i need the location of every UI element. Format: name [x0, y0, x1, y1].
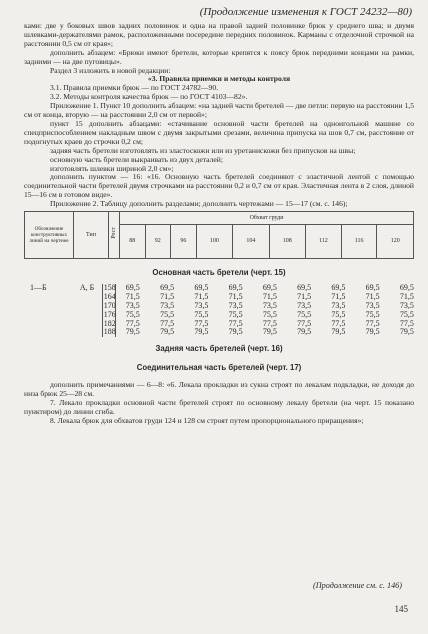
table-cell: 71,5 — [399, 291, 414, 301]
chest-size: 112 — [306, 225, 342, 259]
table-header-designation: Обозначение конструктивных линий на чертеже — [25, 212, 74, 259]
row-designation: 1—Б — [30, 282, 47, 292]
chest-size: 92 — [145, 225, 171, 259]
paragraph: 7. Лекало прокладки основной части бретелей строят по основному лекалу бретели (на черт. 15 показано пунктиром) до линии сгиба. — [24, 398, 414, 416]
table-cell: 73,5 — [262, 300, 277, 310]
paragraph: задняя часть бретели изготовлять из эластоскожи или из уретанискожи без припусков на швы; — [50, 145, 356, 155]
table-cell: 79,5 — [399, 327, 414, 337]
paragraph: дополнить абзацем: «Брюки имеют бретели, которые крепятся к поясу брюк передними концами на рамки, задними — на две пуговицы». — [24, 47, 414, 66]
table-cell: 75,5 — [297, 309, 312, 319]
table-cell: 69,5 — [160, 282, 175, 292]
height-column: 158 164 170 176 182 188 — [103, 282, 116, 337]
table-cell: 79,5 — [297, 327, 312, 337]
table-cell: 79,5 — [365, 327, 380, 337]
table-cell: 77,5 — [125, 318, 140, 328]
table-cell: 75,5 — [365, 309, 380, 319]
document-body — [24, 22, 414, 426]
table-cell: 77,5 — [331, 318, 346, 328]
table-cell: 73,5 — [194, 300, 209, 310]
chest-size: 100 — [196, 225, 232, 259]
table-data-block — [24, 284, 414, 337]
value-column — [194, 284, 208, 337]
table-cell: 75,5 — [399, 309, 414, 319]
table-cell: 69,5 — [262, 282, 277, 292]
paragraph: 3.2. Методы контроля качества брюк — по ГОСТ 4103—82». — [50, 92, 248, 102]
table-cell: 77,5 — [194, 318, 209, 328]
paragraph: Раздел 3 изложить в новой редакции: — [50, 65, 171, 75]
page-number: 145 — [394, 604, 408, 614]
value-column — [297, 284, 311, 337]
table-cell: 69,5 — [331, 282, 346, 292]
table-cell: 73,5 — [297, 300, 312, 310]
table-cell: 69,5 — [365, 282, 380, 292]
table-cell: 77,5 — [160, 318, 175, 328]
chest-size: 120 — [377, 225, 414, 259]
table-cell: 75,5 — [331, 309, 346, 319]
size-table-header — [24, 211, 414, 259]
table-cell: 71,5 — [160, 291, 175, 301]
page-header: (Продолжение изменения к ГОСТ 24232—80) — [199, 6, 412, 18]
table-cell: 71,5 — [331, 291, 346, 301]
paragraph: дополнить примечаниями — 6—8: «6. Лекала прокладки из сукна строят по лекалам подкладки, не доходя до низа брюк 25—28 см. — [24, 380, 414, 399]
table-cell: 69,5 — [228, 282, 243, 292]
paragraph: 3.1. Правила приемки брюк — по ГОСТ 24782—90. — [50, 83, 219, 93]
value-column — [229, 284, 243, 337]
table-cell: 71,5 — [365, 291, 380, 301]
table-cell: 77,5 — [365, 318, 380, 328]
value-column — [400, 284, 414, 337]
table-cell: 77,5 — [228, 318, 243, 328]
chest-size: 88 — [120, 225, 146, 259]
table-cell: 71,5 — [194, 291, 209, 301]
paragraph: основную часть бретели выкраивать из двух деталей; — [50, 154, 223, 164]
table-cell: 69,5 — [297, 282, 312, 292]
table-cell: 79,5 — [331, 327, 346, 337]
table-cell: 69,5 — [125, 282, 140, 292]
paragraph: 8. Лекала брюк для обхватов груди 124 и 128 см строят путем пропорционального приращения»; — [50, 415, 364, 425]
value-column — [366, 284, 380, 337]
paragraph: Приложение 2. Таблицу дополнить разделами; дополнить чертежами — 15—17 (см. с. 146); — [50, 199, 348, 209]
chest-size: 96 — [171, 225, 197, 259]
table-section-title: Задняя часть бретелей (черт. 16) — [155, 344, 283, 354]
value-columns — [126, 284, 414, 337]
section-title: «3. Правила приемки и методы контроля — [147, 74, 291, 84]
row-type: А, Б — [79, 282, 95, 292]
table-cell: 79,5 — [194, 327, 209, 337]
table-header-height: Рост — [109, 212, 120, 259]
table-cell: 75,5 — [228, 309, 243, 319]
chest-size: 108 — [269, 225, 305, 259]
table-cell: 79,5 — [228, 327, 243, 337]
table-cell: 77,5 — [399, 318, 414, 328]
table-cell: 75,5 — [194, 309, 209, 319]
table-cell: 77,5 — [262, 318, 277, 328]
continuation-note: (Продолжение см. с. 146) — [313, 581, 402, 590]
table-cell: 79,5 — [160, 327, 175, 337]
table-cell: 79,5 — [262, 327, 277, 337]
table-section-title: Основная часть бретели (черт. 15) — [152, 268, 286, 278]
table-cell: 79,5 — [125, 327, 140, 337]
table-cell: 73,5 — [160, 300, 175, 310]
paragraph: дополнить пунктом — 16: «16. Основную часть бретелей соединяют с эластичной лентой с помощью соединительной части бретелей двумя строчками на расстоянии 0,2 и 0,7 см от края. Эластичная лента в 2 слоя, длиной 15—16 см в готовом виде». — [24, 172, 414, 200]
table-cell: 71,5 — [297, 291, 312, 301]
table-cell: 77,5 — [297, 318, 312, 328]
table-cell: 71,5 — [125, 291, 140, 301]
paragraph: ками: две у боковых швов задних половинок и одна на правой задней половинке брюк у среднего шва; и двумя шлевками-держателями рамок, расположенными посередине передних половинок. Карманы с отделочной строчкой на расстоянии 0,5 см от края»; — [24, 21, 414, 48]
paragraph: Приложение 1. Пункт 10 дополнить абзацем: «на задней части бретелей — две петли: первую на расстоянии 1,5 см от конца, вторую — на расстоянии 2,0 см от первой»; — [24, 101, 414, 120]
table-cell: 69,5 — [399, 282, 414, 292]
table-cell: 75,5 — [160, 309, 175, 319]
table-cell: 73,5 — [399, 300, 414, 310]
table-cell: 73,5 — [125, 300, 140, 310]
value-column — [331, 284, 345, 337]
chest-size: 116 — [341, 225, 377, 259]
table-cell: 71,5 — [262, 291, 277, 301]
value-column — [263, 284, 277, 337]
table-section-title: Соединительная часть бретелей (черт. 17) — [136, 363, 302, 373]
table-cell: 73,5 — [331, 300, 346, 310]
table-cell: 73,5 — [365, 300, 380, 310]
paragraph: изготовлять шлевки шириной 2,0 см»; — [50, 163, 174, 173]
value-column — [160, 284, 174, 337]
table-cell: 69,5 — [194, 282, 209, 292]
table-cell: 73,5 — [228, 300, 243, 310]
chest-size: 104 — [233, 225, 269, 259]
table-header-chest: Обхват груди — [120, 212, 414, 225]
table-cell: 75,5 — [125, 309, 140, 319]
table-header-type: Тип — [74, 212, 109, 259]
table-cell: 71,5 — [228, 291, 243, 301]
table-cell: 75,5 — [262, 309, 277, 319]
paragraph: пункт 15 дополнить абзацами: «стачивание основной части бретелей на одноигольной машине со спецприспособлением накладным швом с двумя закрытыми срезами, величина припуска на шов 0,7 см, расстояние от подогнутых краев до строчки 0,2 см; — [24, 118, 414, 146]
value-column — [126, 284, 140, 337]
